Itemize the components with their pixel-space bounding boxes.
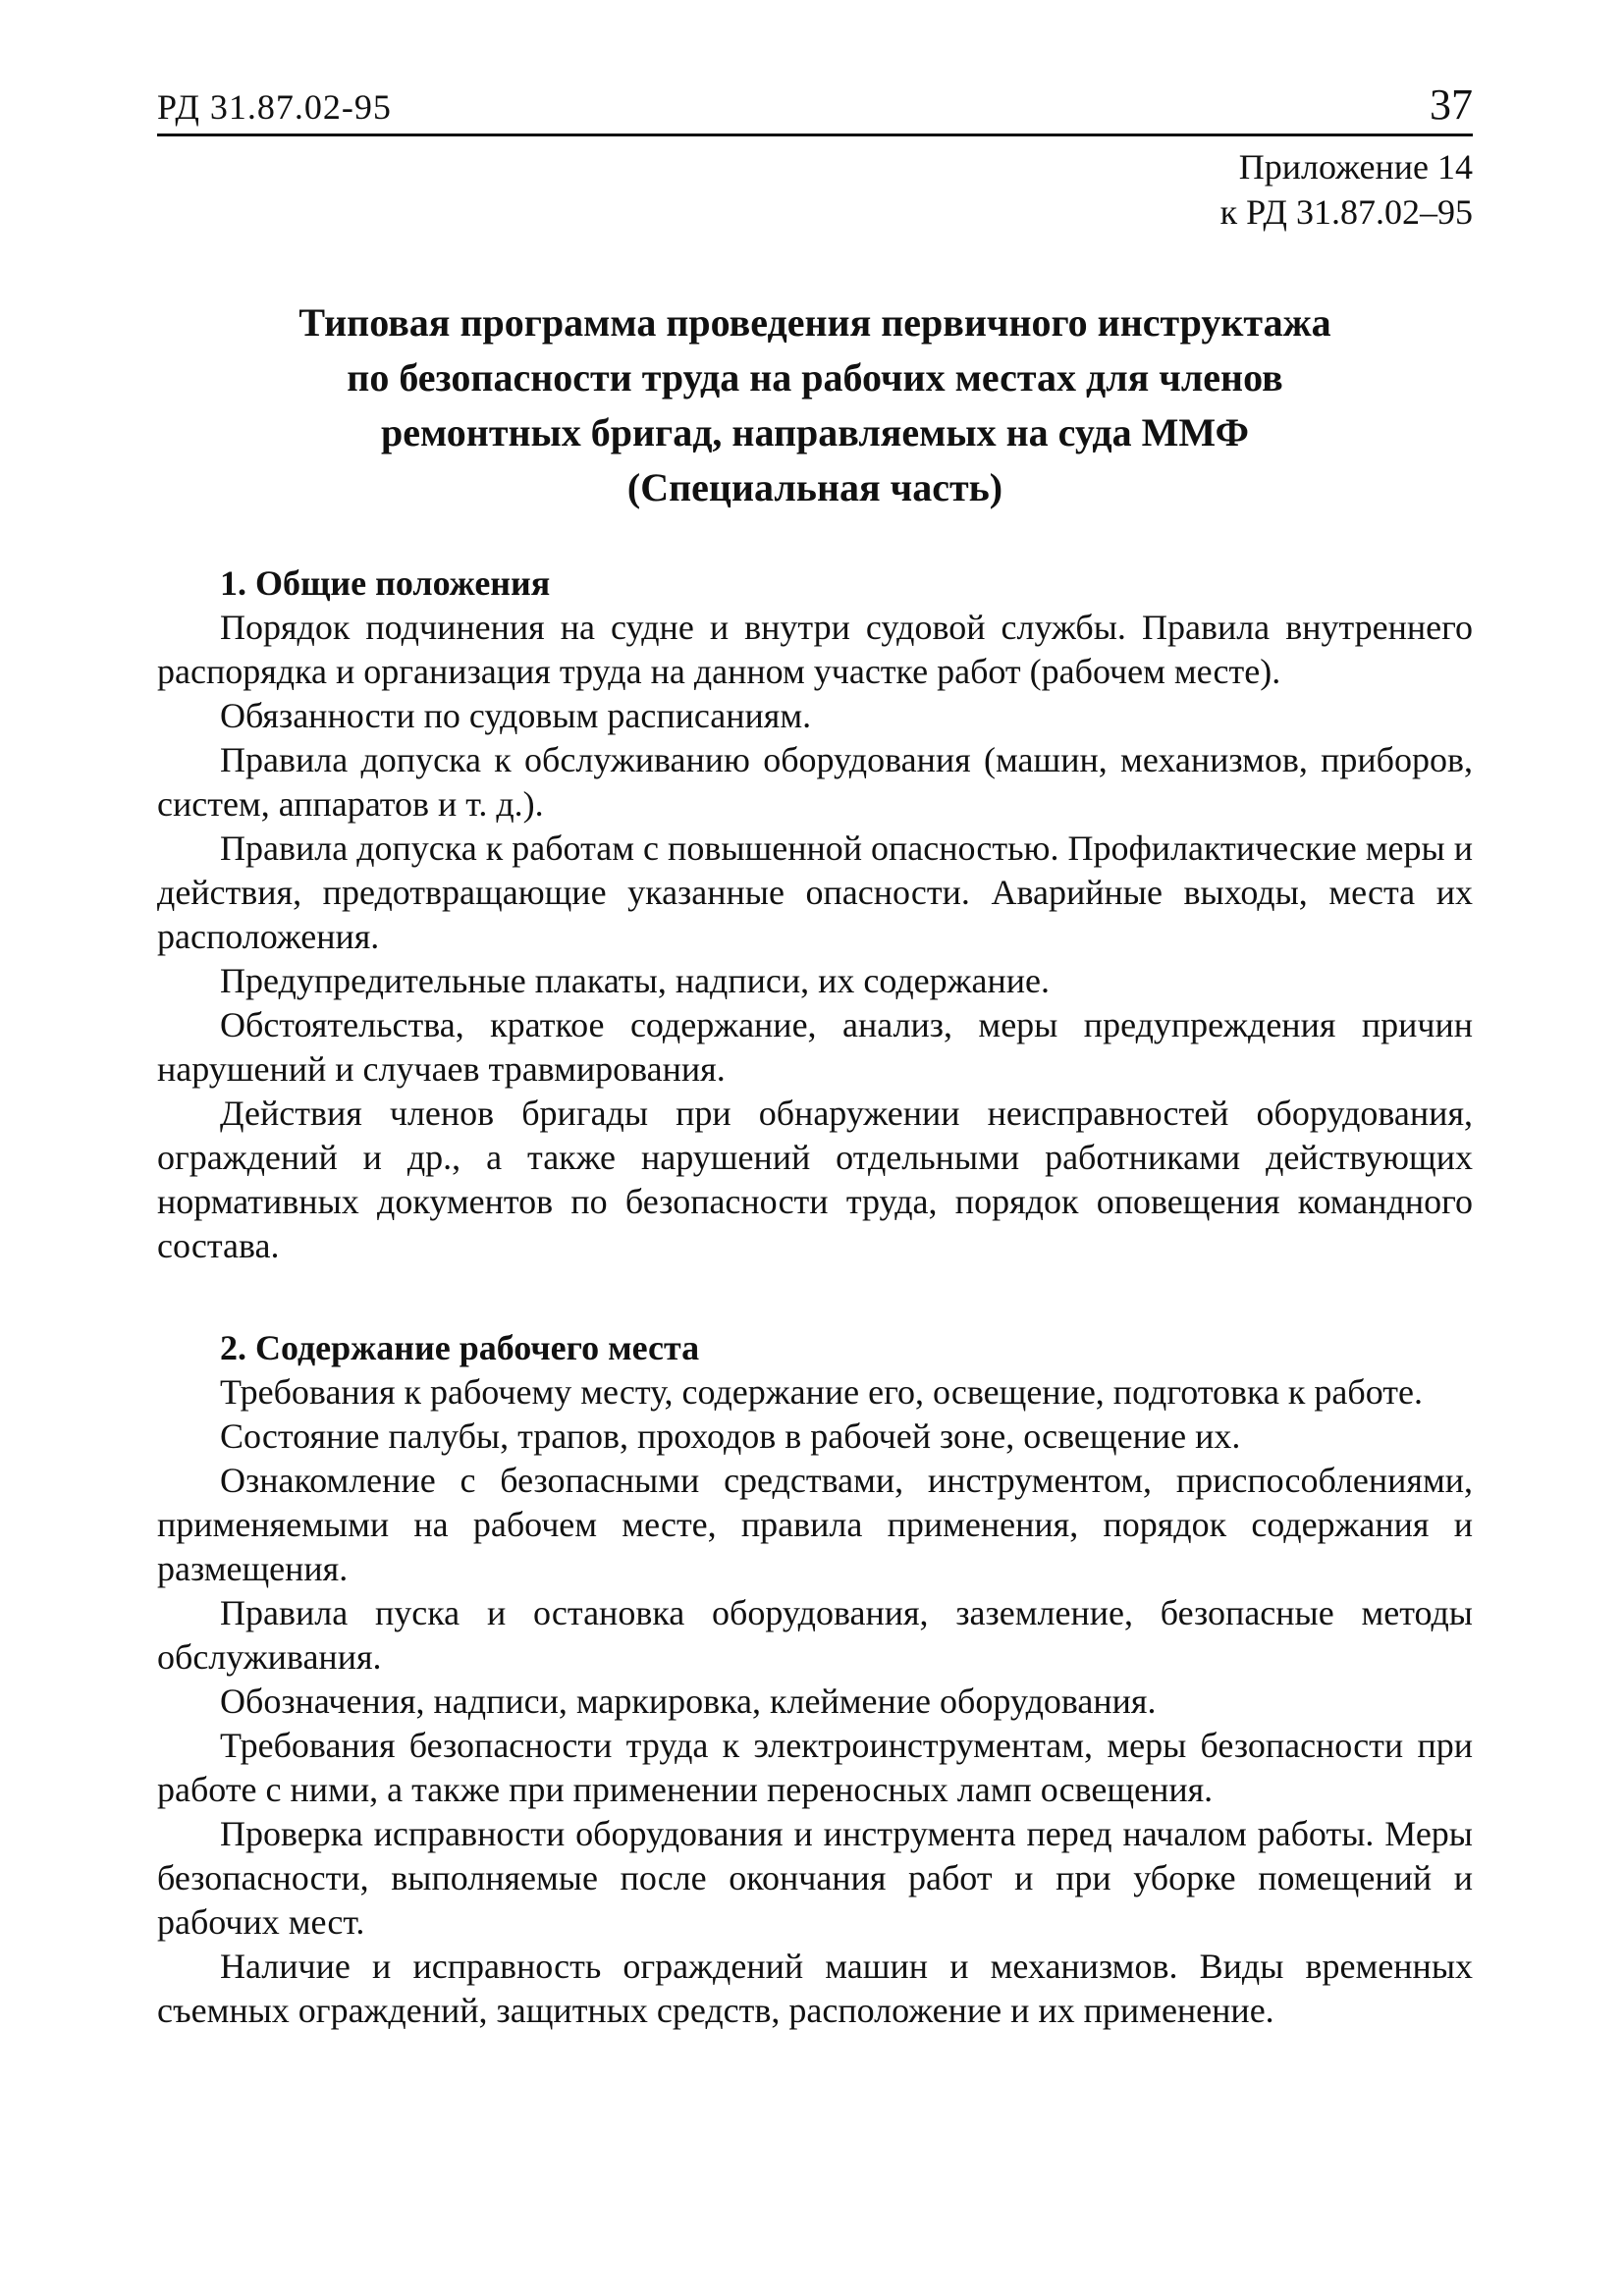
- paragraph: Наличие и исправность ограждений машин и механизмов. Виды временных съемных ограждений, защитных средств, расположение и их применение.: [157, 1947, 1473, 2030]
- paragraph: Требования безопасности труда к электроинструментам, меры безопасности при работе с ними, а также при применении переносных ламп освещения.: [157, 1726, 1473, 1809]
- paragraph: Ознакомление с безопасными средствами, инструментом, приспособлениями, применяемыми на рабочем месте, правила применения, порядок содержания и размещения.: [157, 1461, 1473, 1588]
- appendix-reference: [157, 144, 1473, 235]
- paragraph: Обязанности по судовым расписаниям.: [220, 696, 812, 735]
- section-heading: 2. Содержание рабочего места: [220, 1328, 700, 1367]
- paragraph: Правила допуска к работам с повышенной опасностью. Профилактические меры и действия, предотвращающие указанные опасности. Аварийные выходы, места их расположения.: [157, 828, 1473, 956]
- paragraph: Правила пуска и остановка оборудования, заземление, безопасные методы обслуживания.: [157, 1593, 1473, 1677]
- appendix-line-2: к РД 31.87.02–95: [1219, 192, 1473, 232]
- title-line-3: ремонтных бригад, направляемых на суда ММФ: [381, 410, 1249, 454]
- title-line-4: (Специальная часть): [626, 465, 1003, 509]
- page-header: [157, 69, 1473, 136]
- section-heading: 1. Общие положения: [220, 563, 551, 603]
- document-title: [157, 295, 1473, 515]
- section-workplace: [157, 1325, 1473, 2033]
- paragraph: Обозначения, надписи, маркировка, клеймение оборудования.: [220, 1682, 1157, 1721]
- paragraph: Обстоятельства, краткое содержание, анализ, меры предупреждения причин нарушений и случаев травмирования.: [157, 1005, 1473, 1089]
- paragraph: Проверка исправности оборудования и инструмента перед началом работы. Меры безопасности, выполняемые после окончания работ и при уборке помещений и рабочих мест.: [157, 1814, 1473, 1942]
- page-number: 37: [1430, 80, 1473, 129]
- paragraph: Порядок подчинения на судне и внутри судовой службы. Правила внутреннего распорядка и организация труда на данном участке работ (рабочем месте).: [157, 608, 1473, 691]
- paragraph: Правила допуска к обслуживанию оборудования (машин, механизмов, приборов, систем, аппаратов и т. д.).: [157, 740, 1473, 824]
- paragraph: Предупредительные плакаты, надписи, их содержание.: [220, 961, 1051, 1000]
- paragraph: Состояние палубы, трапов, проходов в рабочей зоне, освещение их.: [220, 1416, 1241, 1456]
- paragraph: Требования к рабочему месту, содержание его, освещение, подготовка к работе.: [220, 1372, 1423, 1412]
- paragraph: Действия членов бригады при обнаружении неисправностей оборудования, ограждений и др., а также нарушений отдельными работниками действующих нормативных документов по безопасности труда, порядок оповещения командного состава.: [157, 1094, 1473, 1265]
- section-general: [157, 561, 1473, 1268]
- document-page: [157, 69, 1473, 2033]
- doc-code: РД 31.87.02-95: [157, 87, 392, 127]
- appendix-line-1: Приложение 14: [1238, 147, 1473, 187]
- title-line-1: Типовая программа проведения первичного инструктажа: [298, 300, 1331, 345]
- title-line-2: по безопасности труда на рабочих местах для членов: [347, 355, 1283, 400]
